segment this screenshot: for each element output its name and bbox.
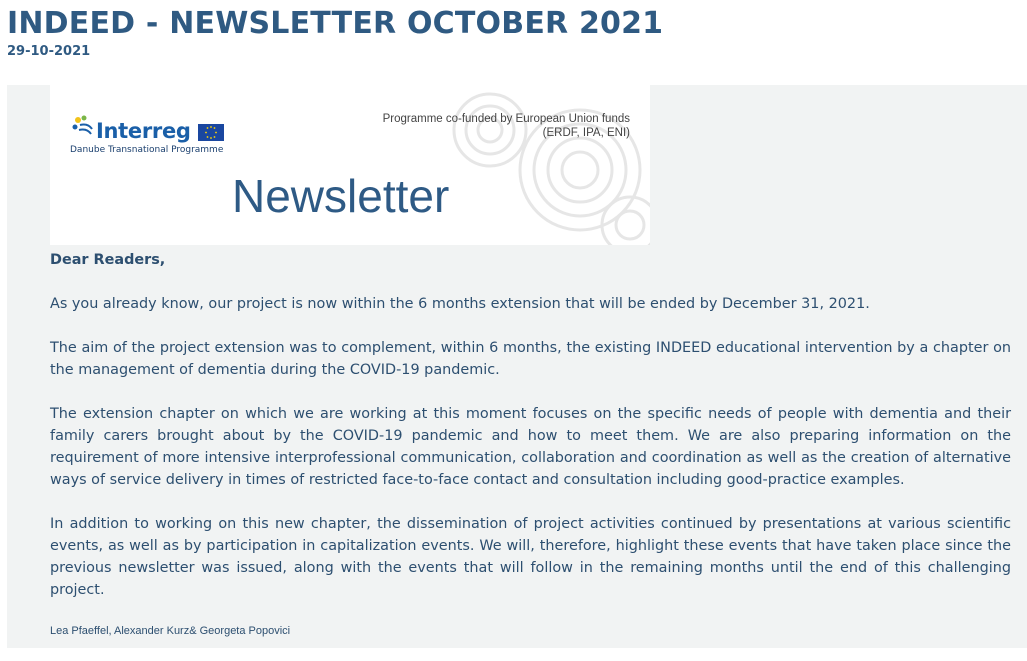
page-title: INDEED - NEWSLETTER OCTOBER 2021 [7,6,664,41]
signature: Lea Pfaeffel, Alexander Kurz& Georgeta Popovici [50,625,291,637]
eu-flag-icon [198,124,224,141]
cofunding-notice [383,112,630,140]
paragraph: The aim of the project extension was to complement, within 6 months, the existing INDEED educational intervention by a chapter on the management of dementia during the COVID-19 pandemic. [50,340,1011,378]
cofunding-line-2: (ERDF, IPA, ENI) [542,127,630,139]
paragraph: In addition to working on this new chapter, the dissemination of project activities continued by presentations at various scientific events, as well as by participation in capitalization events. We will, therefore, highlight these events that have taken place since the previous newsletter was issued, along with the events that will follow in the remaining months until the end of this challenging project. [50,516,1011,598]
paragraph: As you already know, our project is now within the 6 months extension that will be ended by December 31, 2021. [50,296,870,312]
logo-wordmark: Interreg [96,119,191,143]
newsletter-content [7,85,1027,648]
interreg-logo [70,109,230,159]
publish-date: 29-10-2021 [7,44,91,59]
logo-subtitle: Danube Transnational Programme [70,145,224,155]
article-body [50,245,1011,661]
greeting: Dear Readers, [50,252,166,268]
paragraph: The extension chapter on which we are working at this moment focuses on the specific needs of people with dementia and their family carers brought about by the COVID-19 pandemic and how to meet them. We are also preparing information on the requirement of more intensive interprofessional communication, collaboration and coordination as well as the creation of alternative ways of service delivery in times of restricted face-to-face contact and consultation including good-practice examples. [50,406,1011,488]
decorative-swirls-image [430,85,650,245]
newsletter-heading: Newsletter [232,170,450,222]
newsletter-banner [50,85,650,245]
cofunding-line-1: Programme co-funded by European Union funds [382,113,630,125]
